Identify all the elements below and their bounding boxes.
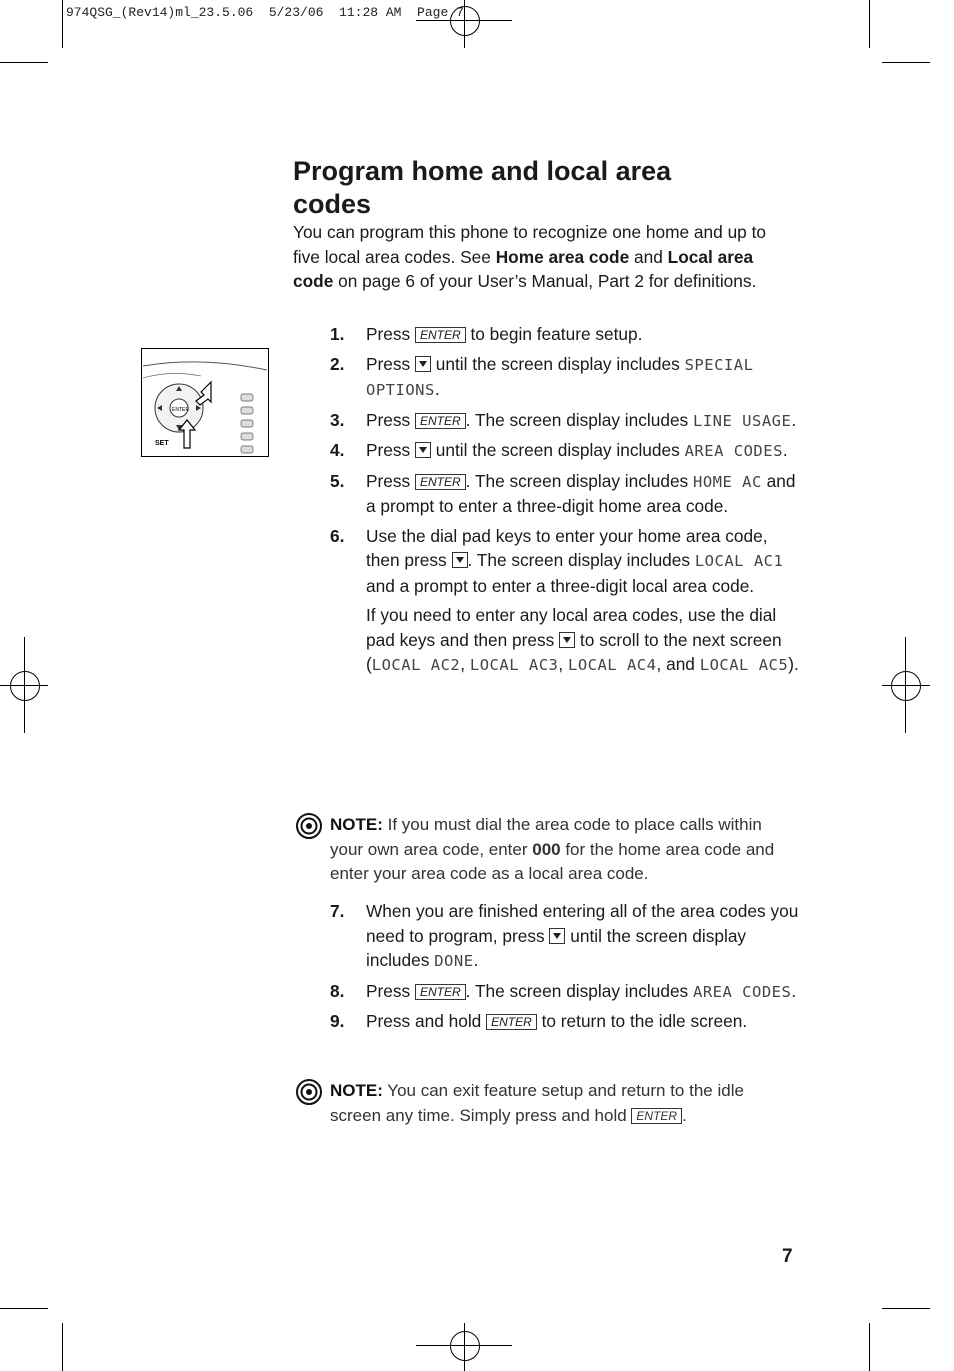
step-text: .: [791, 980, 797, 1001]
step-number: 1.: [330, 324, 345, 344]
registration-mark: [891, 671, 921, 701]
step-text: .: [434, 379, 440, 399]
lcd-text: LOCAL AC5: [699, 656, 789, 674]
step-text: .: [791, 409, 797, 430]
enter-key-icon: ENTER: [415, 413, 466, 429]
lcd-text: DONE: [434, 952, 474, 970]
step-text: When you are finished entering all of the area codes you need to program, press: [366, 901, 799, 946]
note-label: NOTE:: [330, 815, 383, 834]
step-text: Press: [366, 440, 415, 460]
down-arrow-key-icon: [559, 632, 575, 648]
step-text: .: [782, 440, 788, 460]
registration-mark: [450, 6, 480, 36]
page-number: 7: [782, 1246, 793, 1267]
page-title: Program home and local area codes: [293, 156, 672, 219]
list-item: [330, 322, 800, 347]
down-arrow-key-icon: [415, 356, 431, 372]
list-item: [330, 1009, 800, 1034]
registration-mark: [450, 1331, 480, 1361]
registration-line: [464, 0, 465, 48]
lcd-text: LINE USAGE: [693, 411, 792, 430]
step-text: Press: [366, 409, 415, 430]
intro-text: on page 6 of your User’s Manual, Part 2 for definitions.: [333, 271, 757, 291]
step-text: Press: [366, 980, 415, 1001]
step-text: . The screen display includes: [465, 409, 693, 430]
lcd-text: SPECIAL OPTIONS: [366, 355, 754, 399]
enter-key-icon: ENTER: [415, 984, 466, 1000]
step-number: 3.: [330, 409, 345, 430]
step-text: Press: [366, 353, 415, 374]
step-number: 8.: [330, 980, 345, 1001]
step-text: . The screen display includes: [465, 980, 693, 1001]
steps-list-1: [330, 322, 800, 678]
down-arrow-key-icon: [415, 442, 431, 458]
crop-mark: [62, 0, 63, 48]
crop-mark: [882, 1308, 930, 1309]
step-text: and a prompt to enter a three-digit local area code.: [366, 575, 755, 596]
step-text: to scroll to the next screen (: [366, 629, 782, 674]
step-text: Press and hold: [366, 1011, 487, 1031]
lcd-text: LOCAL AC4: [567, 656, 657, 674]
step-text: If you need to enter any local area codes, use the dial pad keys and then press: [366, 605, 777, 650]
svg-text:ENTER: ENTER: [172, 407, 189, 413]
phone-keypad-illustration: [141, 348, 269, 457]
step-text: ).: [788, 654, 799, 674]
note-target-icon: [296, 813, 322, 839]
crop-mark: [882, 62, 930, 63]
step-text: to return to the idle screen.: [536, 1011, 748, 1031]
step-text: Press: [366, 324, 415, 344]
step-6-subparagraph: [366, 603, 800, 678]
enter-key-icon: ENTER: [415, 327, 466, 343]
intro-paragraph: [293, 220, 783, 294]
crop-mark: [869, 1323, 870, 1371]
list-item: [330, 438, 800, 464]
list-item: [330, 979, 800, 1005]
step-text: Use the dial pad keys to enter your home area code, then press: [366, 525, 768, 570]
step-text: and a prompt to enter a three-digit home area code.: [366, 470, 796, 516]
intro-text: You can program this phone to recognize one home and up to five local area codes. See: [293, 222, 767, 267]
enter-key-icon: ENTER: [415, 474, 466, 490]
step-number: 2.: [330, 353, 345, 374]
down-arrow-key-icon: [549, 928, 565, 944]
note-text: You can exit feature setup and return to the idle screen any time. Simply press and hold: [330, 1081, 744, 1125]
lcd-text: LOCAL AC2: [371, 656, 461, 674]
step-text: until the screen display includes: [366, 925, 747, 970]
intro-bold-local: Local area code: [293, 246, 754, 291]
registration-line: [24, 637, 25, 733]
step-text: ,: [558, 654, 568, 674]
step-text: .: [473, 950, 479, 970]
step-text: . The screen display includes: [467, 550, 695, 570]
step-number: 9.: [330, 1011, 345, 1031]
step-text: to begin feature setup.: [465, 324, 643, 344]
step-number: 6.: [330, 525, 345, 546]
enter-key-icon: ENTER: [486, 1014, 537, 1030]
crop-mark: [869, 0, 870, 48]
note-label: NOTE:: [330, 1081, 383, 1100]
registration-line: [464, 1323, 465, 1371]
svg-text:SET: SET: [155, 440, 169, 447]
step-text: until the screen display includes: [430, 353, 685, 374]
print-slug: 974QSG_(Rev14)ml_23.5.06 5/23/06 11:28 AM Page 7: [66, 5, 464, 20]
step-text: . The screen display includes: [465, 470, 693, 491]
lcd-text: LOCAL AC3: [469, 656, 559, 674]
note-text: for the home area code and enter your area code as a local area code.: [330, 839, 775, 883]
lcd-text: HOME AC: [693, 472, 762, 491]
list-item: [330, 469, 800, 519]
lcd-text: AREA CODES: [684, 442, 783, 460]
lcd-text: AREA CODES: [693, 982, 792, 1001]
intro-bold-home: Home area code: [495, 246, 630, 267]
crop-mark: [0, 62, 48, 63]
note-text: .: [682, 1105, 687, 1125]
registration-line: [905, 637, 906, 733]
step-text: ,: [460, 654, 470, 674]
note-box: [296, 1079, 796, 1128]
list-item: [330, 408, 800, 434]
lcd-text: LOCAL AC1: [694, 552, 784, 570]
registration-mark: [10, 671, 40, 701]
note-text: If you must dial the area code to place calls within your own area code, enter: [330, 815, 762, 859]
list-item: [330, 524, 800, 599]
note-box: [296, 813, 796, 887]
step-text: , and: [656, 654, 700, 674]
crop-mark: [62, 1323, 63, 1371]
step-number: 4.: [330, 440, 345, 460]
intro-text: and: [629, 246, 668, 267]
step-number: 7.: [330, 901, 345, 921]
crop-mark: [0, 1308, 48, 1309]
list-item: [330, 352, 800, 403]
note-target-icon: [296, 1079, 322, 1105]
step-number: 5.: [330, 470, 345, 491]
step-text: until the screen display includes: [430, 440, 685, 460]
steps-list-2: [330, 899, 800, 1039]
enter-key-icon: ENTER: [631, 1108, 682, 1124]
list-item: [330, 899, 800, 974]
note-bold: 000: [532, 839, 561, 859]
step-text: Press: [366, 470, 415, 491]
registration-line: [882, 685, 930, 686]
down-arrow-key-icon: [452, 552, 468, 568]
